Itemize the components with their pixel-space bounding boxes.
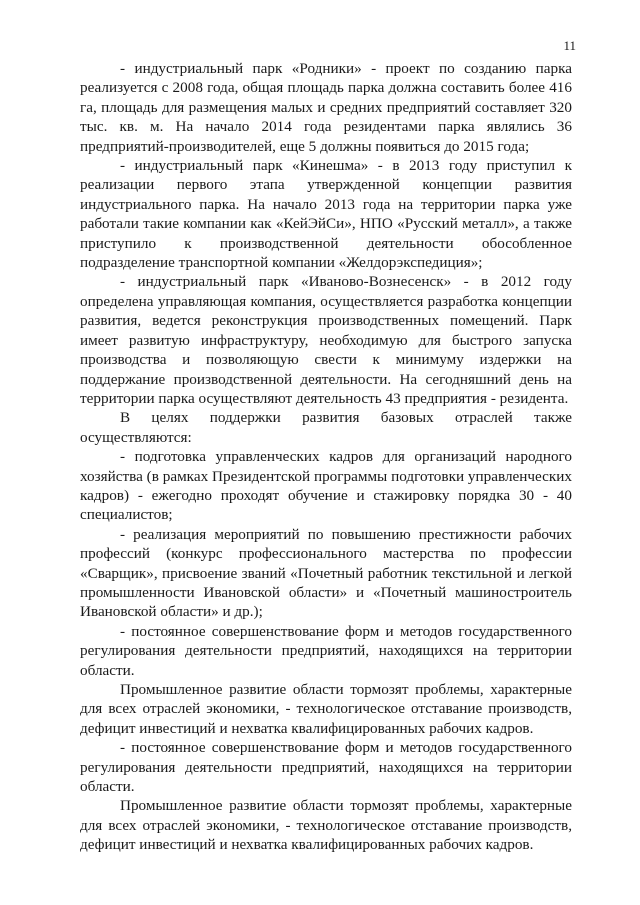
document-body bbox=[80, 59, 572, 855]
paragraph-regulation-improvement-repeat: - постоянное совершенствование форм и методов государственного регулирования деятельности предприятий, находящихся на территории области. bbox=[80, 739, 572, 796]
paragraph-ivanovo-voznesensk-park: - индустриальный парк «Иваново-Вознесенск» - в 2012 году определена управляющая компания, осуществляется разработка концепции развития, ведется реконструкция производственных помещений. Парк имеет развитую инфраструктуру, необходимую для быстрого запуска производства и позволяющую свести к минимуму издержки на поддержание производственной деятельности. На сегодняшний день на территории парка осуществляют деятельность 43 предприятия - резидента. bbox=[80, 273, 572, 407]
paragraph-rodniki-park: - индустриальный парк «Родники» - проект по созданию парка реализуется с 2008 года, общая площадь парка должна составить более 416 га, площадь для размещения малых и средних предприятий составляет 320 тыс. кв. м. На начало 2014 года резидентами парка являлись 36 предприятий-производителей, еще 5 должны появиться до 2015 года; bbox=[80, 60, 572, 155]
paragraph-worker-prestige: - реализация мероприятий по повышению престижности рабочих профессий (конкурс профессионального мастерства по профессии «Сварщик», присвоение званий «Почетный работник текстильной и легкой промышленности Ивановской области» и «Почетный машиностроитель Ивановской области» и др.); bbox=[80, 525, 572, 621]
paragraph-kineshma-park: - индустриальный парк «Кинешма» - в 2013 году приступил к реализации первого этапа утвержденной концепции развития индустриального парка. На начало 2013 года на территории парка уже работали такие компании как «КейЭйСи», НПО «Русский металл», а также приступило к производственной деятельности обособленное подразделение транспортной компании «Желдорэкспедиция»; bbox=[80, 157, 572, 272]
paragraph-support-intro: В целях поддержки развития базовых отраслей также осуществляются: bbox=[80, 409, 572, 446]
paragraph-development-problems-repeat: Промышленное развитие области тормозят проблемы, характерные для всех отраслей экономики, - технологическое отставание производств, дефицит инвестиций и нехватка квалифицированных рабочих кадров. bbox=[80, 797, 572, 854]
page-number: 11 bbox=[563, 38, 576, 53]
paragraph-development-problems: Промышленное развитие области тормозят проблемы, характерные для всех отраслей экономики, - технологическое отставание производств, дефицит инвестиций и нехватка квалифицированных рабочих кадров. bbox=[80, 681, 572, 737]
paragraph-regulation-improvement: - постоянное совершенствование форм и методов государственного регулирования деятельности предприятий, находящихся на территории области. bbox=[80, 622, 572, 679]
paragraph-management-training: - подготовка управленческих кадров для организаций народного хозяйства (в рамках Президентской программы подготовки управленческих кадров) - ежегодно проходят обучение и стажировку порядка 30 - 40 специалистов; bbox=[80, 448, 572, 524]
